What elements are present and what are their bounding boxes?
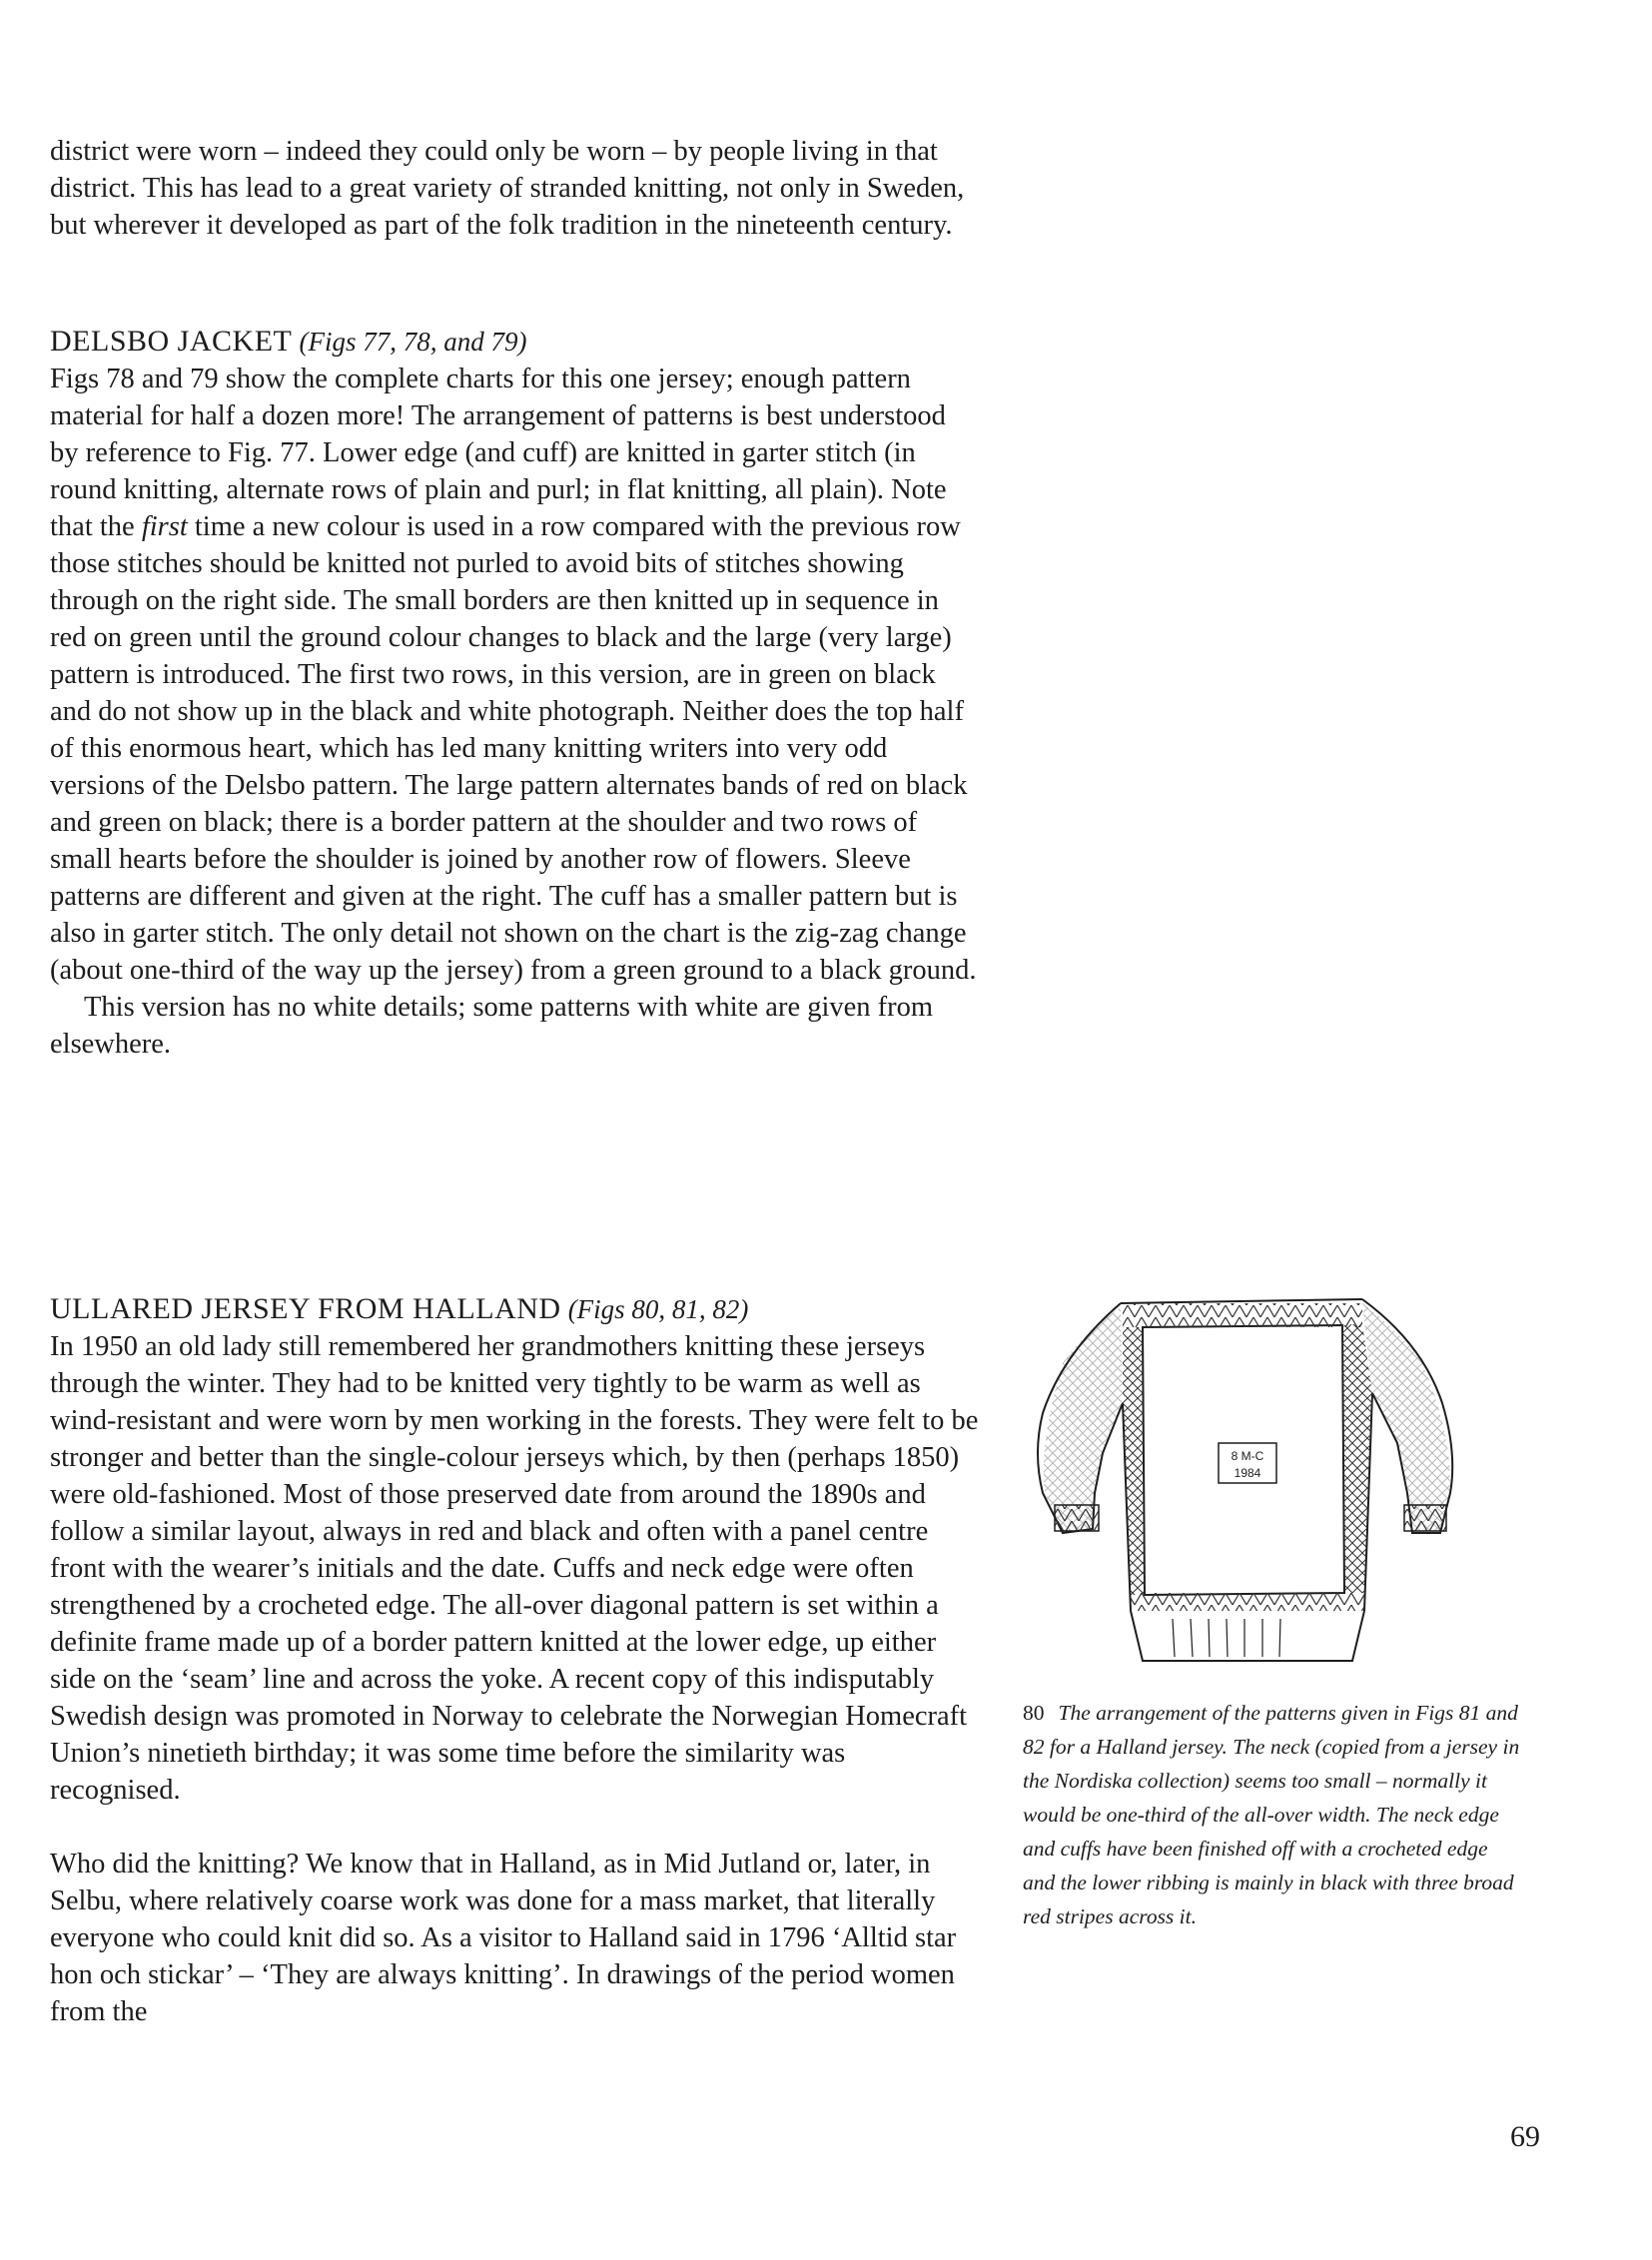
page-number: 69 xyxy=(1510,2120,1540,2153)
ullared-figref: (Figs 80, 81, 82) xyxy=(567,1294,749,1324)
right-sleeve-pattern xyxy=(1362,1303,1450,1533)
caption-text: The arrangement of the patterns given in Figs 81 and 82 for a Halland jersey. The neck (copied from a jersey in the Nordiska collection) seems too small – normally it would be one-third of the all-over width. The neck edge and cuffs have been finished off with a crocheted edge and the lower ribbing is mainly in black with three broad red stripes across it. xyxy=(1023,1701,1520,1928)
figure-caption xyxy=(1023,1696,1522,1933)
left-seam-border xyxy=(1123,1327,1145,1595)
initials-panel-line-2: 1984 xyxy=(1234,1466,1261,1480)
right-seam-border xyxy=(1342,1323,1372,1593)
left-cuff xyxy=(1055,1505,1099,1531)
delsbo-section xyxy=(50,323,979,1063)
lower-border xyxy=(1131,1593,1364,1611)
ullared-heading xyxy=(50,1290,979,1328)
delsbo-heading xyxy=(50,323,979,361)
ullared-paragraph-1: In 1950 an old lady still remembered her grandmothers knitting these jerseys through the winter. They had to be knitted very tightly to be warm as well as wind-resistant and were worn by men working in the forests. They were felt to be stronger and better than the single-colour jerseys which, by then (perhaps 1850) were old-fashioned. Most of those preserved date from around the 1890s and follow a similar layout, always in red and black and often with a panel centre front with the wearer’s initials and the date. Cuffs and neck edge were often strengthened by a crocheted edge. The all-over diagonal pattern is set within a definite frame made up of a border pattern knitted at the lower edge, up either side on the ‘seam’ line and across the yoke. A recent copy of this indisputably Swedish design was promoted in Norway to celebrate the Norwegian Homecraft Union’s ninetieth birthday; it was some time before the similarity was recognised. xyxy=(50,1331,979,1806)
intro-section xyxy=(50,133,979,244)
jersey-illustration xyxy=(1023,1293,1462,1683)
initials-panel-line-1: 8 M-C xyxy=(1231,1449,1264,1463)
ribbing-stripes xyxy=(1173,1619,1280,1657)
shoulder-line xyxy=(1121,1299,1362,1303)
delsbo-paragraph-2: This version has no white details; some patterns with white are given from elsewhere. xyxy=(50,992,934,1060)
ullared-section xyxy=(50,1290,979,2030)
caption-number: 80 xyxy=(1023,1701,1045,1725)
left-sleeve-pattern xyxy=(1044,1307,1123,1533)
lower-ribbing xyxy=(1131,1611,1364,1661)
right-cuff xyxy=(1404,1505,1446,1531)
delsbo-paragraph-1 xyxy=(50,361,979,989)
delsbo-para1-em: first xyxy=(141,511,188,542)
ullared-title: ULLARED JERSEY FROM HALLAND xyxy=(50,1292,561,1325)
delsbo-para1-a: Figs 78 and 79 show the complete charts for this one jersey; enough pattern material for half a dozen more! The arrangement of patterns is best understood by reference to Fig. 77. Lower edge (and cuff) are knitted in garter stitch (in round knitting, alternate rows of plain and purl; in flat knitting, all plain). Note that the xyxy=(50,364,947,542)
intro-paragraph: district were worn – indeed they could only be worn – by people living in that district. This has lead to a great variety of stranded knitting, not only in Sweden, but wherever it developed as part of the folk tradition in the nineteenth century. xyxy=(50,136,965,241)
delsbo-para1-b: time a new colour is used in a row compared with the previous row those stitches should be knitted not purled to avoid bits of stitches showing through on the right side. The small borders are then knitted up in sequence in red on green until the ground colour changes to black and the large (very large) pattern is introduced. The first two rows, in this version, are in green on black and do not show up in the black and white photograph. Neither does the top half of this enormous heart, which has led many knitting writers into very odd versions of the Delsbo pattern. The large pattern alternates bands of red on black and green on black; there is a border pattern at the shoulder and two rows of small hearts before the shoulder is joined by another row of flowers. Sleeve patterns are different and given at the right. The cuff has a smaller pattern but is also in garter stitch. The only detail not shown on the chart is the zig-zag change (about one-third of the way up the jersey) from a green ground to a black ground. xyxy=(50,511,977,986)
delsbo-figref: (Figs 77, 78, and 79) xyxy=(299,327,527,357)
delsbo-title: DELSBO JACKET xyxy=(50,325,293,358)
ullared-paragraph-2: Who did the knitting? We know that in Halland, as in Mid Jutland or, later, in Selbu, where relatively coarse work was done for a mass market, that literally everyone who could knit did so. As a visitor to Halland said in 1796 ‘Alltid star hon och stickar’ – ‘They are always knitting’. In drawings of the period women from the xyxy=(50,1849,957,2027)
yoke-border xyxy=(1123,1303,1362,1327)
